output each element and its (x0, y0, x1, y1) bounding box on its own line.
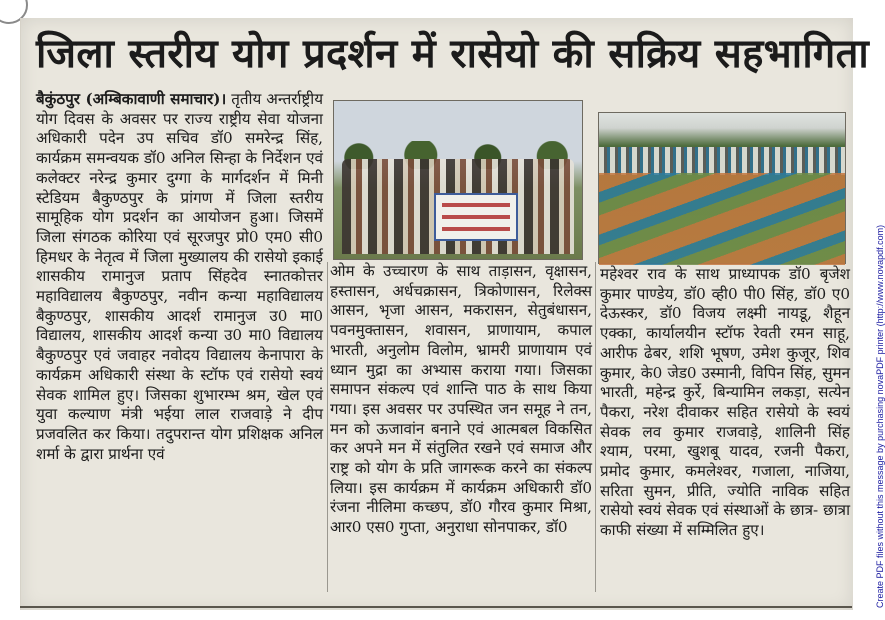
article-headline: जिला स्तरीय योग प्रदर्शन में रासेयो की सक्रिय सहभागिता (36, 30, 870, 77)
photo-group-with-banner (333, 100, 583, 260)
article-column-1 (36, 90, 323, 590)
photo-yoga-crowd (598, 112, 846, 264)
article-column-2: ओम के उच्चारण के साथ ताड़ासन, वृक्षासन, हस्तासन, अर्धचक्रासन, त्रिकोणासन, रिलेक्स आसन, भृजा आसन, मकरासन, सेतुबंधासन, पवनमुक्तासन, शवासन, प्राणायाम, कपाल भारती, अनुलोम विलोम, भ्रामरी प्राणायाम एवं ध्यान मुद्रा का अभ्यास कराया गया। जिसका समापन संकल्प एवं शान्ति पाठ के साथ किया गया। इस अवसर पर उपस्थित जन समूह ने तन, मन को ऊजावांन बनाने एवं आत्मबल विकसित कर अपने मन में संतुलित रखने एवं समाज और राष्ट्र को योग के प्रति जागरूक करने का संकल्प लिया। इस कार्यक्रम में कार्यक्रम अधिकारी डॉ0 रंजना नीलिमा कच्छप, डॉ0 गौरव कुमार मिश्रा, आर0 एस0 गुप्ता, अनुराधा सोनपाकर, डॉ0 (330, 262, 592, 537)
photo-banner (434, 193, 518, 241)
column-divider (327, 262, 328, 592)
novapdf-watermark[interactable] (864, 112, 885, 610)
article-dateline: बैकुंठपुर (अम्बिकावाणी समाचार)। (36, 90, 227, 108)
photo-crowd (599, 147, 845, 175)
column-divider (595, 262, 596, 592)
column-1-body: तृतीय अन्तर्राष्ट्रीय योग दिवस के अवसर पर राज्य राष्ट्रीय सेवा योजना अधिकारी पदेन उप सचिव डॉ0 समरेन्द्र सिंह, कार्यक्रम समन्वयक डॉ0 अनिल सिन्हा के निर्देशन एवं कलेक्टर नरेन्द्र कुमार दुग्गा के मार्गदर्शन में मिनी स्टेडियम बैकुण्ठपुर के प्रांगण में जिला स्तरीय सामूहिक योग प्रदर्शन का आयोजन हुआ। जिसमें जिला संगठक कोरिया एवं सूरजपुर प्रो0 एम0 सी0 हिमधर के नेतृत्व में जिला मुख्यालय की रासेयो इकाई शासकीय रामानुज प्रताप सिंहदेव स्नातकोत्तर महाविद्यालय बैकुण्ठपुर, नवीन कन्या महाविद्यालय बैकुण्ठपुर, शासकीय आदर्श रामानुज उ0 मा0 विद्यालय, शासकीय आदर्श कन्या उ0 मा0 विद्यालय बैकुण्ठपुर एवं जवाहर नवोदय विद्यालय केनापारा के कार्यक्रम अधिकारी संस्था के स्टॉफ एवं रासेयो स्वयं सेवक शामिल हुए। जिसका शुभारम्भ श्रम, खेल एवं युवा कल्याण मंत्री भईया लाल राजवाड़े ने दीप प्रजवलित कर किया। तदुपरान्त योग प्रशिक्षक अनिल शर्मा के द्वारा प्रार्थना एवं (36, 90, 323, 463)
photo-yoga-mats (599, 173, 845, 265)
bottom-rule (20, 606, 852, 608)
article-column-3: महेश्वर राव के साथ प्राध्यापक डॉ0 बृजेश कुमार पाण्डेय, डॉ0 व्ही0 पी0 सिंह, डॉ0 ए0 देऊस्कर, डॉ0 विजय लक्ष्मी नायडू, शैहून एक्का, कार्यालयीन स्टॉफ रेवती रमन साहू, आरीफ ढेबर, शशि भूषण, उमेश कुजूर, शिव कुमार, के0 जेड0 उस्मानी, विपिन सिंह, सुमन भारती, महेन्द्र कुर्रे, बिन्यामिन लकड़ा, सत्येन पैकरा, नरेश दीवाकर सहित रासेयो के स्वयं सेवक लव कुमार राजवाड़े, शालिनी सिंह श्याम, परमा, खुशबू यादव, रजनी पैकरा, प्रमोद कुमार, कमलेश्वर, गजाला, नाजिया, सरिता सुमन, प्रीति, ज्योति नाविक सहित रासेयो स्वयं सेवक एवं संस्थाओं के छात्र- छात्रा काफी संख्या में सम्मिलित हुए। (600, 265, 850, 540)
novapdf-watermark-link[interactable]: Create PDF files without this message by purchasing novaPDF printer (http://www.novapdf.com) (875, 224, 885, 608)
